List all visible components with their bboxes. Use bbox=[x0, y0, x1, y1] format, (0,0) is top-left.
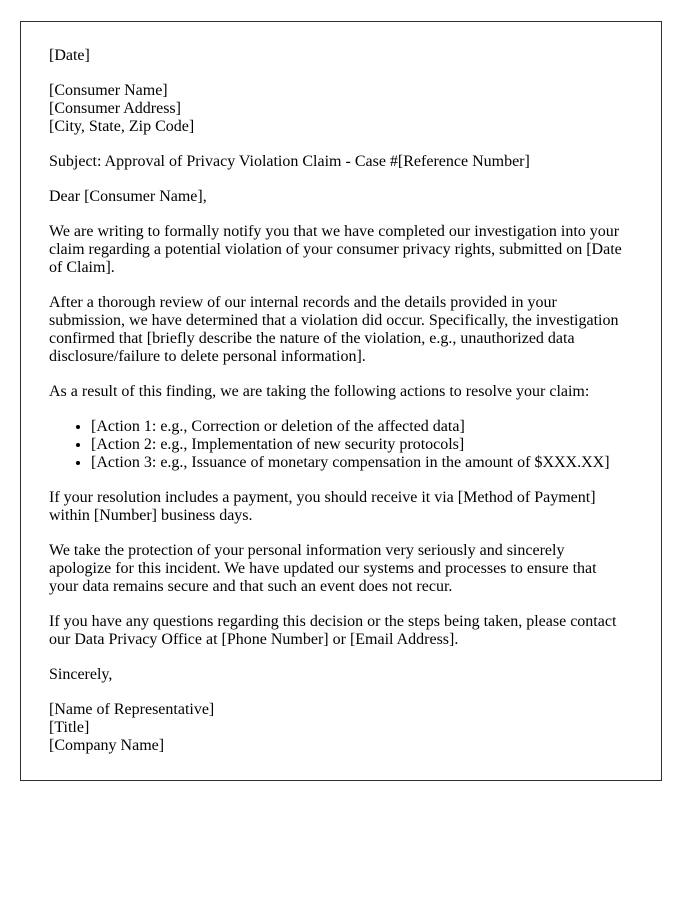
closing-paragraph-payment: If your resolution includes a payment, you should receive it via [Method of Payment] within [Number] business days. bbox=[49, 489, 596, 524]
body-paragraph-actions-lead: As a result of this finding, we are taking the following actions to resolve your claim: bbox=[49, 383, 590, 400]
closing-paragraph-apology: We take the protection of your personal information very seriously and sincerely apologize for this incident. We have updated our systems and processes to ensure that your data remains secure and that such an event does not recur. bbox=[49, 542, 597, 595]
recipient-address: [Consumer Address] bbox=[49, 100, 181, 117]
subject-line: Subject: Approval of Privacy Violation Claim - Case #[Reference Number] bbox=[49, 153, 530, 170]
body-paragraph-intro: We are writing to formally notify you that we have completed our investigation into your claim regarding a potential violation of your consumer privacy rights, submitted on [Date of Claim]. bbox=[49, 223, 622, 276]
signature-block bbox=[49, 701, 629, 755]
closing-paragraph-contact: If you have any questions regarding this decision or the steps being taken, please contact our Data Privacy Office at [Phone Number] or [Email Address]. bbox=[49, 613, 617, 648]
action-item-2: • [Action 2: e.g., Implementation of new security protocols] bbox=[91, 436, 629, 454]
date-line: [Date] bbox=[49, 47, 90, 64]
sign-off: Sincerely, bbox=[49, 666, 113, 683]
recipient-name: [Consumer Name] bbox=[49, 82, 168, 99]
salutation: Dear [Consumer Name], bbox=[49, 188, 207, 205]
recipient-city-state-zip: [City, State, Zip Code] bbox=[49, 118, 195, 135]
signature-company: [Company Name] bbox=[49, 737, 165, 754]
action-list bbox=[49, 418, 629, 472]
signature-title: [Title] bbox=[49, 719, 90, 736]
recipient-block bbox=[49, 82, 629, 136]
action-item-3: • [Action 3: e.g., Issuance of monetary compensation in the amount of $XXX.XX] bbox=[91, 454, 629, 472]
action-item-1: • [Action 1: e.g., Correction or deletion of the affected data] bbox=[91, 418, 629, 436]
body-paragraph-findings: After a thorough review of our internal records and the details provided in your submission, we have determined that a violation did occur. Specifically, the investigation confirmed that [briefly describe the nature of the violation, e.g., unauthorized data disclosure/failure to delete personal information]. bbox=[49, 294, 619, 365]
letter-page bbox=[20, 21, 662, 781]
signature-representative: [Name of Representative] bbox=[49, 701, 215, 718]
